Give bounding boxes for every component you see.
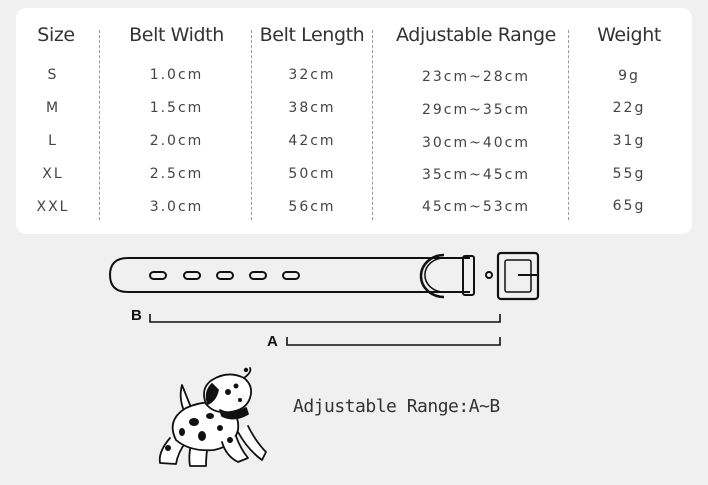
adjustable-range-caption: Adjustable Range:A~B [293, 396, 500, 417]
cell-belt-length: 56cm [288, 199, 336, 215]
collar-hole [217, 272, 233, 279]
collar-hole [184, 272, 200, 279]
cell-adjustable-range: 23cm~28cm [421, 69, 531, 85]
cell-belt-length: 32cm [288, 67, 336, 83]
cell-belt-width: 2.5cm [149, 166, 204, 182]
cell-weight: 22g [612, 100, 646, 116]
cell-weight: 9g [618, 68, 640, 84]
cell-belt-length: 42cm [288, 133, 336, 149]
cell-weight: 31g [612, 133, 646, 149]
collar-hole [283, 272, 299, 279]
cell-belt-width: 1.5cm [149, 100, 204, 116]
dimension-label-a: A [267, 333, 278, 350]
cell-adjustable-range: 45cm~53cm [421, 199, 531, 215]
collar-strap [110, 258, 470, 292]
cell-adjustable-range: 29cm~35cm [421, 102, 531, 118]
cell-weight: 55g [612, 166, 646, 182]
cell-size: S [47, 67, 59, 83]
cell-size: L [48, 133, 58, 149]
dimension-label-b: B [131, 307, 142, 324]
cell-belt-width: 2.0cm [149, 133, 204, 149]
rivet [486, 272, 492, 278]
keeper-loop [463, 256, 474, 295]
cell-size: M [45, 100, 61, 116]
cell-adjustable-range: 30cm~40cm [421, 135, 531, 151]
header-adjustable-range: Adjustable Range [396, 24, 556, 46]
header-belt-length: Belt Length [259, 24, 365, 46]
cell-belt-length: 50cm [288, 166, 336, 182]
header-weight: Weight [597, 24, 661, 46]
collar-hole [250, 272, 266, 279]
cell-weight: 65g [612, 198, 646, 214]
cell-size: XL [42, 166, 64, 182]
collar-hole [150, 272, 166, 279]
header-size: Size [37, 24, 75, 46]
dimension-b-line [150, 314, 500, 322]
cell-belt-width: 1.0cm [149, 67, 204, 83]
cell-adjustable-range: 35cm~45cm [421, 167, 531, 183]
cell-belt-width: 3.0cm [149, 199, 204, 215]
dimension-a-line [287, 337, 500, 345]
cell-size: XXL [36, 199, 70, 215]
header-belt-width: Belt Width [129, 24, 224, 46]
cell-belt-length: 38cm [288, 100, 336, 116]
